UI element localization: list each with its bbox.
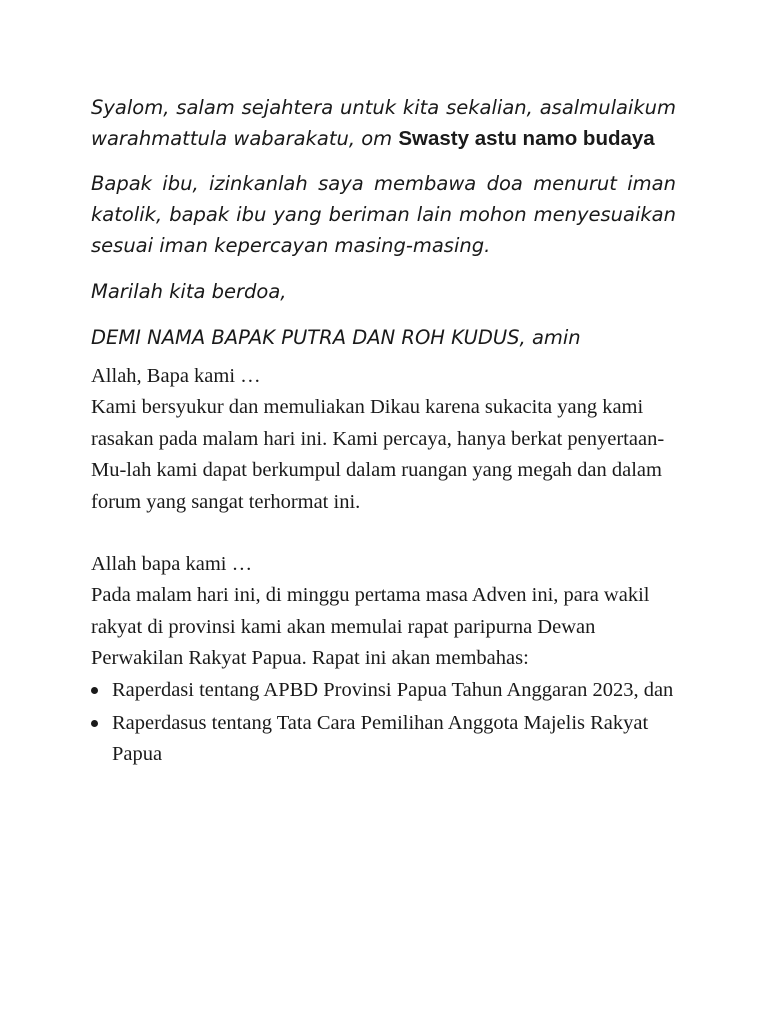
invitation-paragraph [91,168,676,261]
list-item [91,708,676,771]
greeting-text: Syalom, salam sejahtera untuk kita sekalian, asalmulaikum warahmattula wabarakatu, om [91,96,676,150]
greeting-paragraph [91,92,676,154]
document-page [91,92,676,773]
section1-address: Allah, Bapa kami … [91,365,261,387]
sign-of-cross [91,322,676,353]
list-item [91,675,676,706]
invitation-text: Bapak ibu, izinkanlah saya membawa doa menurut iman katolik, bapak ibu yang beriman lain mohon menyesuaikan sesuai iman kepercayan masing-masing. [91,172,676,257]
greeting-bold-text: Swasty astu namo budaya [398,127,655,150]
list-item-text: Raperdasi tentang APBD Provinsi Papua Tahun Anggaran 2023, dan [112,678,674,701]
bullet-icon [91,720,98,727]
spacer [91,518,676,549]
sign-of-cross-text: DEMI NAMA BAPAK PUTRA DAN ROH KUDUS, amin [91,326,581,349]
section2-address: Allah bapa kami … [91,553,253,576]
call-to-prayer [91,276,676,307]
list-item-text: Raperdasus tentang Tata Cara Pemilihan Anggota Majelis Rakyat Papua [112,712,649,766]
agenda-list [91,675,676,771]
section1-body: Kami bersyukur dan memuliakan Dikau karena sukacita yang kami rasakan pada malam hari ini. Kami percaya, hanya berkat penyertaan-Mu-lah kami dapat berkumpul dalam ruangan yang megah dan dalam forum yang sangat terhormat ini. [91,396,665,513]
call-to-prayer-text: Marilah kita berdoa, [91,280,287,303]
section2-body: Pada malam hari ini, di minggu pertama masa Adven ini, para wakil rakyat di provinsi kami akan memulai rapat paripurna Dewan Perwakilan Rakyat Papua. Rapat ini akan membahas: [91,584,650,670]
bullet-icon [91,687,98,694]
